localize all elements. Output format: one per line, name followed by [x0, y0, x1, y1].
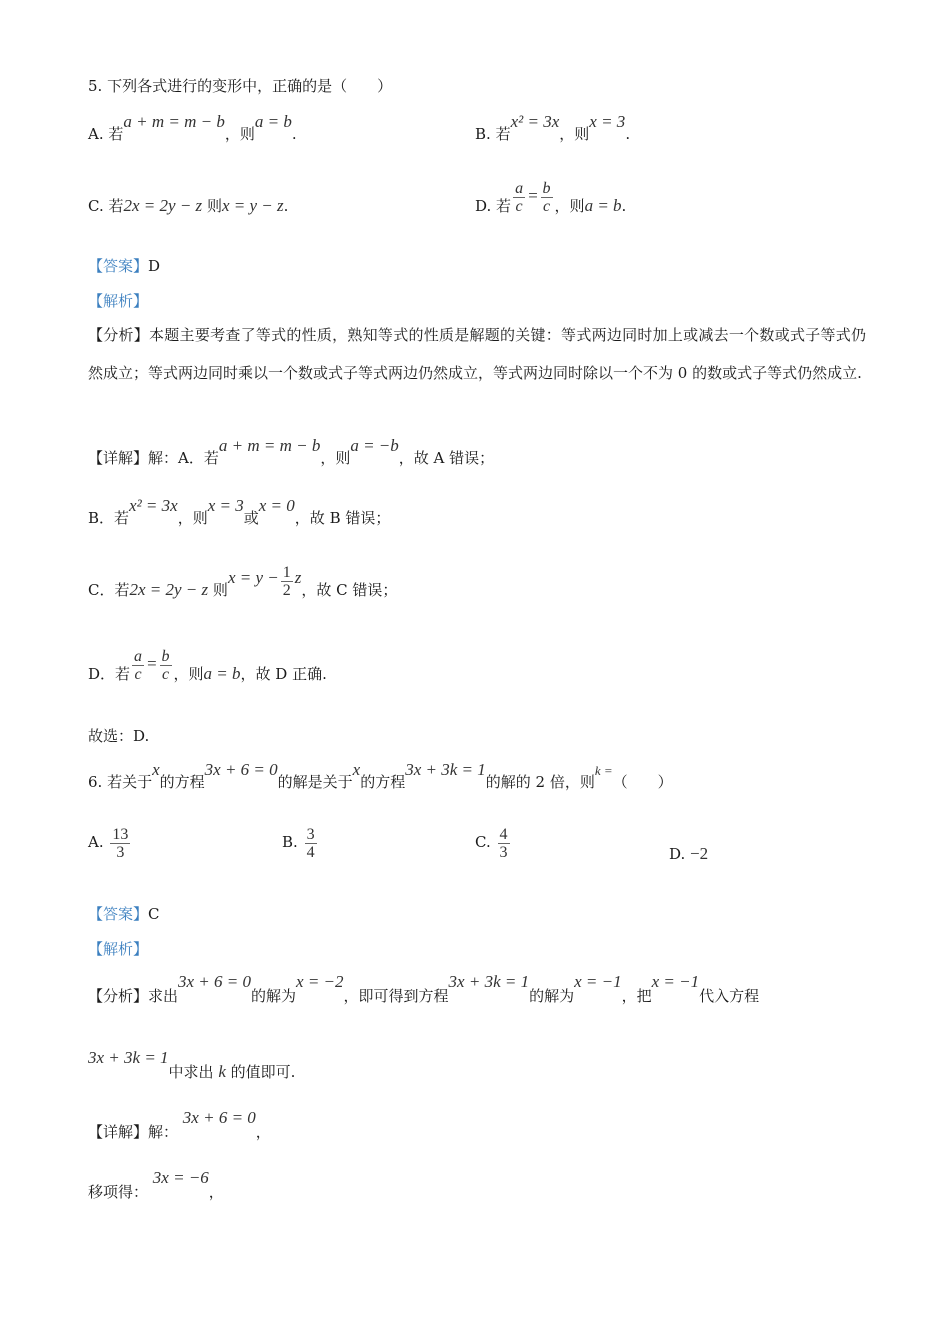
- q6-analysis-label: 【解析】: [88, 940, 149, 958]
- q6-answer: [88, 904, 160, 924]
- q5-option-c: C. 若2x = 2y − z 则x = y − z.: [88, 196, 289, 215]
- q6-stem: 6. 若关于x的方程3x + 6 = 0的解是关于x的方程3x + 3k = 1的解的 2 倍，则k =（ ）: [88, 760, 673, 791]
- fraction: $\frac{3}{4}$: [306, 825, 315, 861]
- math-expr: x = 3: [589, 112, 626, 131]
- fraction: $\frac{4}{3}$: [499, 825, 508, 861]
- q6-fenxi-line1: 【分析】求出3x + 6 = 0的解为x = −2，即可得到方程3x + 3k = 1的解为x = −1，把x = −1代入方程: [88, 972, 760, 1005]
- q5-detail-a: 【详解】解：A．若a + m = m − b，则a = −b，故 A 错误；: [88, 436, 495, 467]
- q5-answer: [88, 256, 160, 276]
- q6-option-d: D. −2: [669, 844, 709, 863]
- q5-fenxi: 【分析】本题主要考查了等式的性质，熟知等式的性质是解题的关键：等式两边同时加上或减去一个数或式子等式仍然成立；等式两边同时乘以一个数或式子等式两边仍然成立，等式两边同时除以一个不为 0 的数或式子等式仍然成立.: [88, 326, 866, 382]
- fraction: $\frac{13}{3}$: [112, 825, 129, 861]
- q5-option-d: D. 若 $\frac{a}{c}$ = $\frac{b}{c}$ ，则a = b.: [475, 179, 627, 215]
- math-expr: x² = 3x: [510, 112, 560, 131]
- q5-option-a: A. 若a + m = m − b，则a = b.: [88, 112, 297, 143]
- q5-analysis-label: 【解析】: [88, 292, 149, 310]
- q5-detail-d: D．若 $\frac{a}{c}$ = $\frac{b}{c}$ ，则a = b，故 D 正确.: [88, 647, 327, 683]
- fraction: $\frac{b}{c}$: [542, 179, 551, 215]
- answer-label: 【答案】: [88, 257, 149, 275]
- q5-detail-c: C．若2x = 2y − z 则x = y − $\frac{1}{2}$ z，故 C 错误；: [88, 563, 398, 599]
- q5-detail-b: B．若x² = 3x，则x = 3或x = 0，故 B 错误；: [88, 496, 391, 527]
- math-expr: a + m = m − b: [123, 112, 225, 131]
- fraction: $\frac{a}{c}$: [134, 647, 143, 683]
- answer-value: C: [148, 905, 160, 923]
- math-expr: x = y − z: [221, 196, 284, 215]
- q6-fenxi-line2: 3x + 3k = 1中求出 k 的值即可.: [88, 1048, 296, 1081]
- answer-value: D: [148, 257, 161, 275]
- q6-detail-line1: 【详解】解： 3x + 6 = 0，: [88, 1108, 271, 1141]
- q6-option-a: A. $\frac{13}{3}$: [88, 825, 129, 861]
- fraction: $\frac{1}{2}$: [282, 563, 291, 599]
- fraction: $\frac{a}{c}$: [515, 179, 524, 215]
- q5-stem: 5. 下列各式进行的变形中，正确的是（ ）: [88, 77, 393, 95]
- answer-label: 【答案】: [88, 905, 149, 923]
- math-expr: a = b: [254, 112, 292, 131]
- q6-detail-line2: 移项得： 3x = −6，: [88, 1168, 224, 1201]
- q5-conclusion: 故选：D.: [88, 727, 150, 745]
- q6-option-c: C. $\frac{4}{3}$: [475, 825, 508, 861]
- q5-option-b: B. 若x² = 3x，则x = 3.: [475, 112, 631, 143]
- q6-option-b: B. $\frac{3}{4}$: [282, 825, 315, 861]
- math-expr: 2x = 2y − z: [123, 196, 203, 215]
- fraction: $\frac{b}{c}$: [161, 647, 170, 683]
